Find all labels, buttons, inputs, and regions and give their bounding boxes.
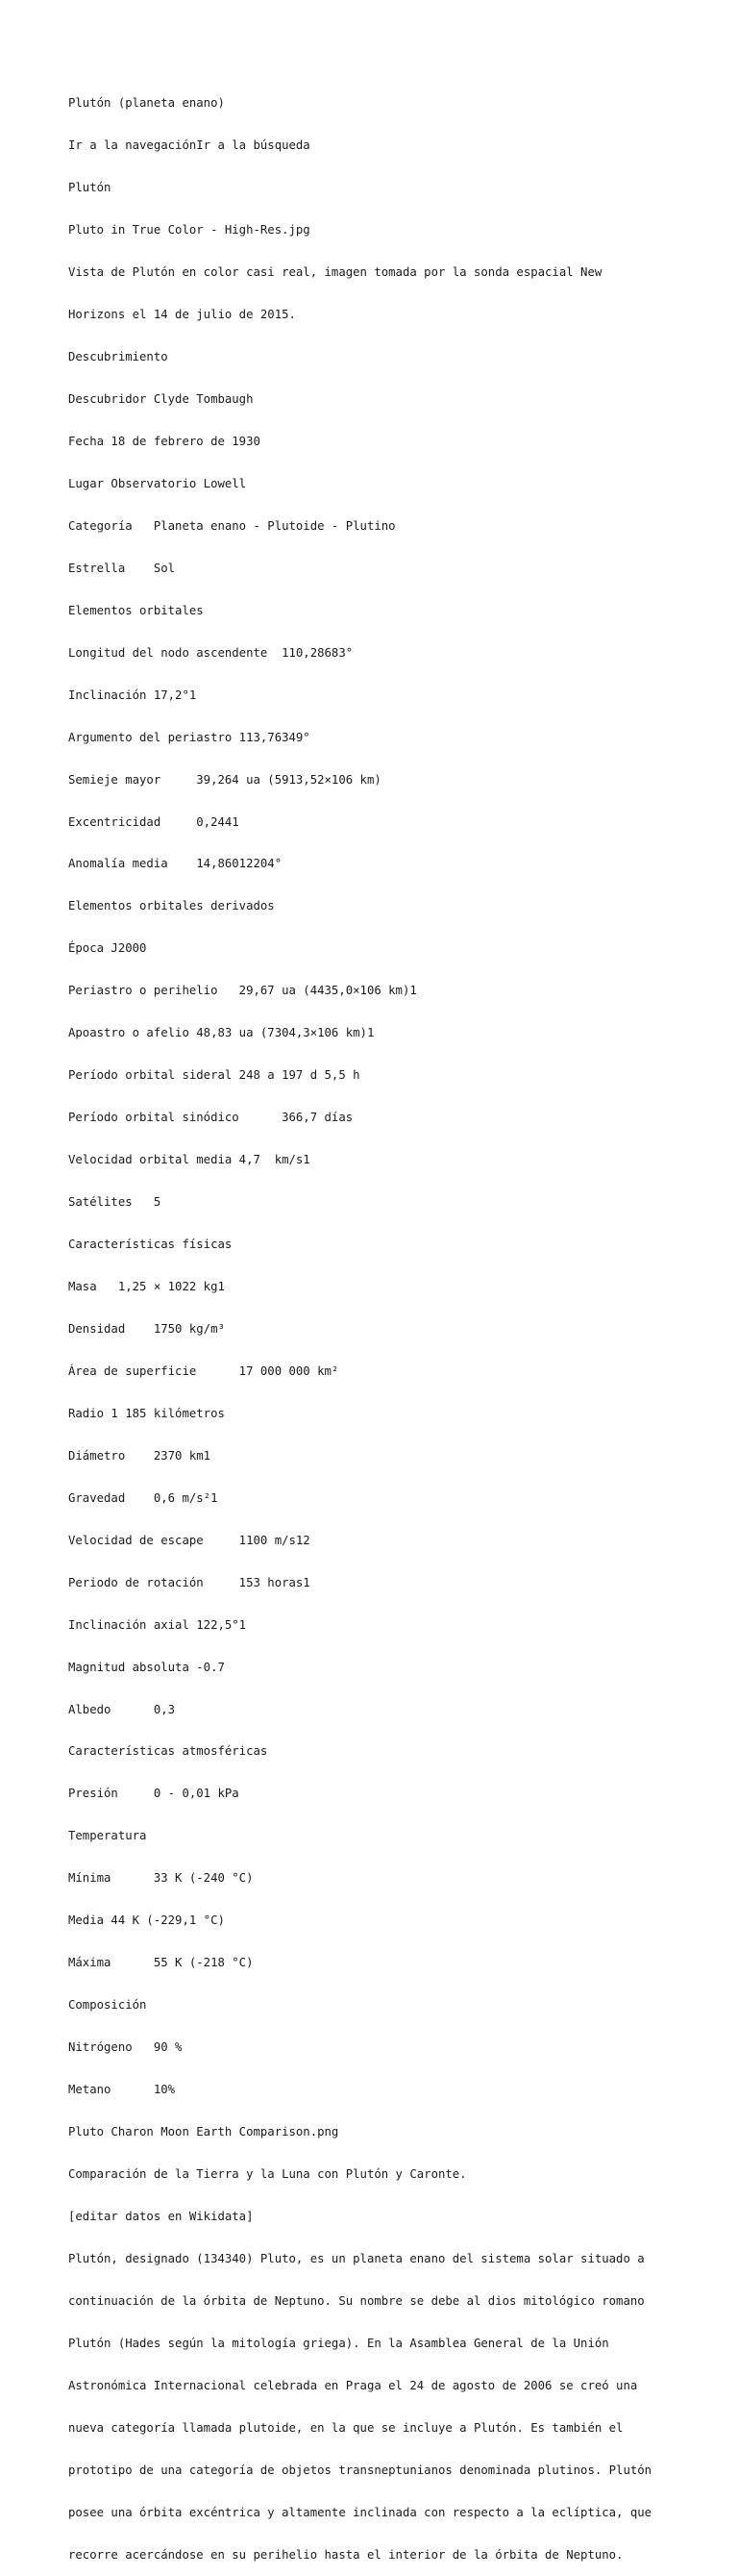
document-body [68,68,683,2576]
doc-line: Descubridor Clyde Tombaugh [68,391,254,406]
doc-line: Argumento del periastro 113,76349° [68,730,310,744]
doc-line: Nitrógeno 90 % [68,2040,183,2055]
doc-line: Velocidad de escape 1100 m/s12 [68,1533,310,1547]
doc-line: Horizons el 14 de julio de 2015. [68,308,296,322]
doc-line: Descubrimiento [68,350,168,364]
doc-line: Ir a la navegaciónIr a la búsqueda [68,138,310,153]
doc-line: Elementos orbitales [68,603,204,617]
doc-line: Características atmosféricas [68,1744,268,1759]
doc-line: Apoastro o afelio 48,83 ua (7304,3×106 km)1 [68,1026,375,1040]
doc-line: Gravedad 0,6 m/s²1 [68,1490,218,1505]
doc-line: Magnitud absoluta -0.7 [68,1660,225,1674]
doc-line: Estrella Sol [68,561,176,575]
doc-line: Temperatura [68,1829,147,1843]
doc-line: Período orbital sideral 248 a 197 d 5,5 h [68,1068,360,1083]
doc-line: Inclinación axial 122,5°1 [68,1617,247,1632]
doc-line: Fecha 18 de febrero de 1930 [68,434,260,448]
doc-line: Comparación de la Tierra y la Luna con Plutón y Caronte. [68,2167,467,2182]
doc-line: Masa 1,25 × 1022 kg1 [68,1280,225,1293]
doc-line: Plutón, designado (134340) Pluto, es un planeta enano del sistema solar situado a [68,2251,645,2265]
doc-line: Inclinación 17,2°1 [68,688,197,702]
doc-line: Lugar Observatorio Lowell [68,476,247,490]
doc-line: Longitud del nodo ascendente 110,28683° [68,645,354,660]
doc-line: Período orbital sinódico 366,7 días [68,1111,354,1125]
doc-line: Elementos orbitales derivados [68,899,275,913]
doc-line: Composición [68,1998,147,2013]
doc-line: Características físicas [68,1238,233,1252]
doc-line: Plutón (Hades según la mitología griega). En la Asamblea General de la Unión [68,2336,609,2350]
doc-line: Periodo de rotación 153 horas1 [68,1575,310,1589]
doc-line: Mínima 33 K (-240 °C) [68,1871,254,1886]
doc-line: Media 44 K (-229,1 °C) [68,1913,225,1928]
doc-line: Época J2000 [68,941,147,956]
doc-line: Densidad 1750 kg/m³ [68,1321,225,1336]
doc-line: Velocidad orbital media 4,7 km/s1 [68,1153,310,1167]
doc-line: Máxima 55 K (-218 °C) [68,1956,254,1970]
doc-line: Diámetro 2370 km1 [68,1448,211,1463]
doc-line: Vista de Plutón en color casi real, imagen tomada por la sonda espacial New [68,265,603,280]
doc-line: continuación de la órbita de Neptuno. Su nombre se debe al dios mitológico romano [68,2293,645,2308]
doc-line: prototipo de una categoría de objetos transneptunianos denominada plutinos. Plutón [68,2463,652,2477]
doc-line: Astronómica Internacional celebrada en Praga el 24 de agosto de 2006 se creó una [68,2378,638,2392]
doc-line: Área de superficie 17 000 000 km² [68,1363,339,1378]
doc-line: Radio 1 185 kilómetros [68,1406,225,1420]
doc-line: Pluto Charon Moon Earth Comparison.png [68,2125,339,2139]
doc-line: [editar datos en Wikidata] [68,2209,254,2223]
doc-line: Satélites 5 [68,1195,161,1210]
doc-line: Anomalía media 14,86012204° [68,857,283,871]
doc-line: Categoría Planeta enano - Plutoide - Plutino [68,518,396,533]
doc-line: Periastro o perihelio 29,67 ua (4435,0×106 km)1 [68,984,417,998]
doc-line: Semieje mayor 39,264 ua (5913,52×106 km) [68,772,381,787]
doc-line: Plutón (planeta enano) [68,96,225,111]
doc-line: Plutón [68,181,111,195]
doc-line: Pluto in True Color - High-Res.jpg [68,223,310,238]
doc-line: posee una órbita excéntrica y altamente inclinada con respecto a la eclíptica, que [68,2505,652,2519]
doc-line: Excentricidad 0,2441 [68,814,239,829]
doc-line: Albedo 0,3 [68,1702,176,1716]
doc-line: recorre acercándose en su perihelio hasta el interior de la órbita de Neptuno. [68,2547,624,2562]
doc-line: Presión 0 - 0,01 kPa [68,1787,239,1801]
doc-line: nueva categoría llamada plutoide, en la que se incluye a Plutón. Es también el [68,2420,624,2435]
doc-line: Metano 10% [68,2083,176,2097]
